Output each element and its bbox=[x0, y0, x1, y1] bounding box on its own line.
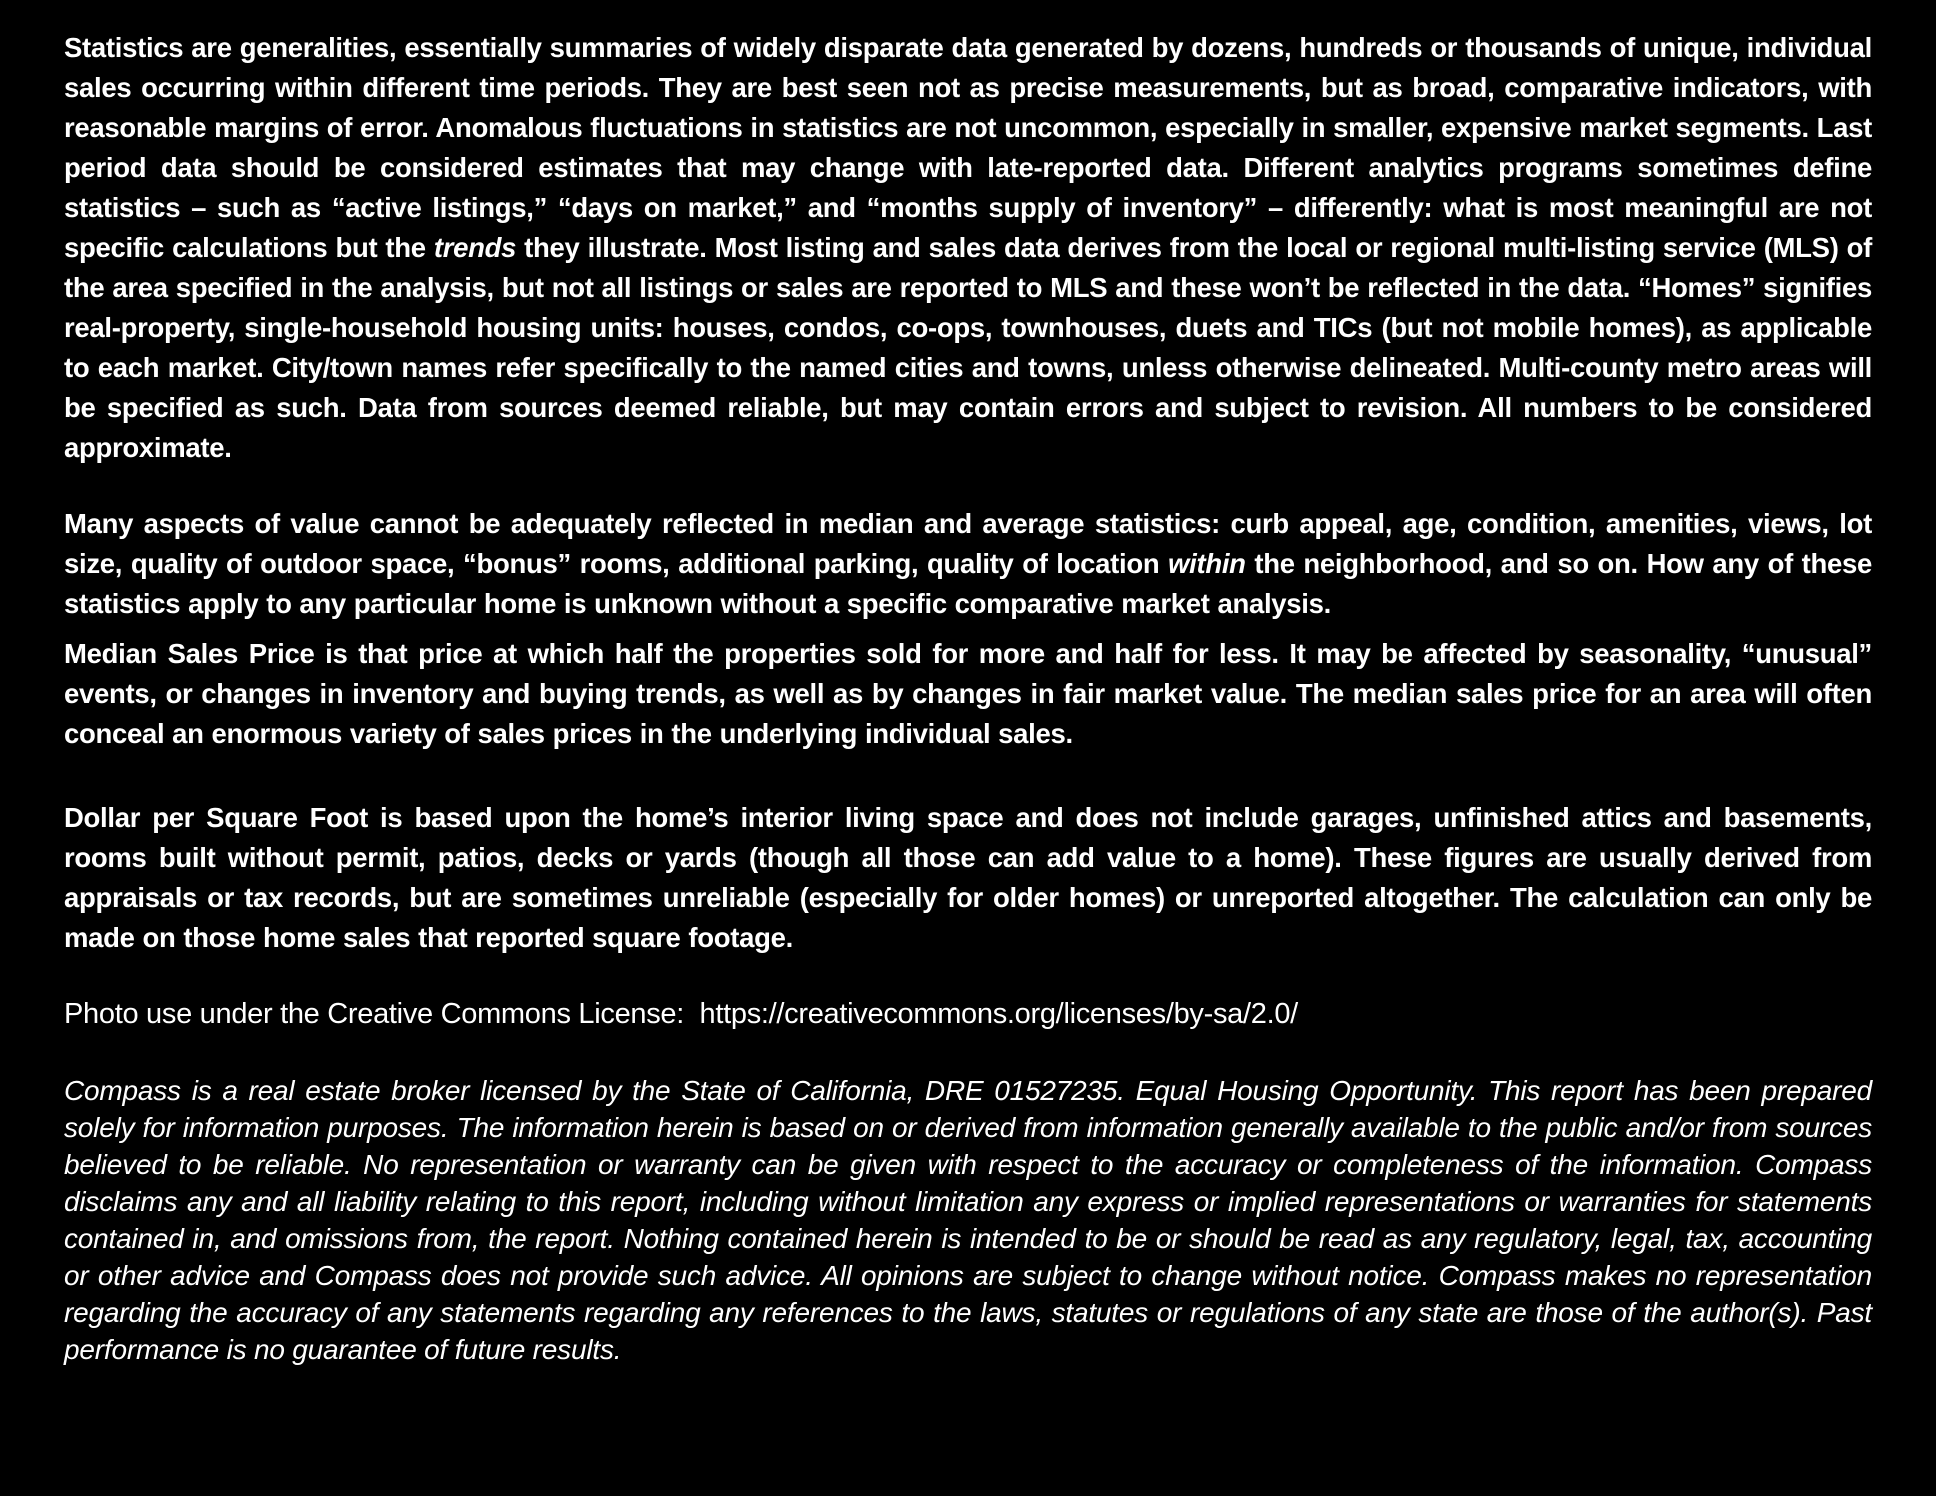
value-aspects-paragraph: Many aspects of value cannot be adequately reflected in median and average statistics: curb appeal, age, condition, amenities, views, lot size, quality of outdoor space, “bonus” rooms, additional parking, quality of location within the neighborhood, and so on. How any of these statistics apply to any particular home is unknown without a specific comparative market analysis. bbox=[64, 508, 1873, 619]
statistics-disclaimer-paragraph: Statistics are generalities, essentially summaries of widely disparate data generated by dozens, hundreds or thousands of unique, individual sales occurring within different time periods. They are best seen not as precise measurements, but as broad, comparative indicators, with reasonable margins of error. Anomalous fluctuations in statistics are not uncommon, especially in smaller, expensive market segments. Last period data should be considered estimates that may change with late-reported data. Different analytics programs sometimes define statistics – such as “active listings,” “days on market,” and “months supply of inventory” – differently: what is most meaningful are not specific calculations but the trends they illustrate. Most listing and sales data derives from the local or regional multi-listing service (MLS) of the area specified in the analysis, but not all listings or sales are reported to MLS and these won’t be reflected in the data. “Homes” signifies real-property, single-household housing units: houses, condos, co-ops, townhouses, duets and TICs (but not mobile homes), as applicable to each market. City/town names refer specifically to the named cities and towns, unless otherwise delineated. Multi-county metro areas will be specified as such. Data from sources deemed reliable, but may contain errors and subject to revision. All numbers to be considered approximate. bbox=[64, 32, 1872, 463]
photo-license-line bbox=[64, 994, 1872, 1034]
photo-license-label: Photo use under the Creative Commons License: bbox=[64, 998, 700, 1030]
compass-legal-disclaimer: Compass is a real estate broker licensed by the State of California, DRE 01527235. Equal Housing Opportunity. This report has been prepared solely for information purposes. The information herein is based on or derived from information generally available to the public and/or from sources believed to be reliable. No representation or warranty can be given with respect to the accuracy or completeness of the information. Compass disclaims any and all liability relating to this report, including without limitation any express or implied representations or warranties for statements contained in, and omissions from, the report. Nothing contained herein is intended to be or should be read as any regulatory, legal, tax, accounting or other advice and Compass does not provide such advice. All opinions are subject to change without notice. Compass makes no representation regarding the accuracy of any statements regarding any references to the laws, statutes or regulations of any state are those of the author(s). Past performance is no guarantee of future results. bbox=[64, 1075, 1872, 1365]
creative-commons-url: https://creativecommons.org/licenses/by-sa/2.0/ bbox=[699, 998, 1298, 1030]
dollar-per-square-foot-paragraph: Dollar per Square Foot is based upon the home’s interior living space and does not include garages, unfinished attics and basements, rooms built without permit, patios, decks or yards (though all those can add value to a home). These figures are usually derived from appraisals or tax records, but are sometimes unreliable (especially for older homes) or unreported altogether. The calculation can only be made on those home sales that reported square footage. bbox=[64, 802, 1872, 953]
median-sales-price-paragraph: Median Sales Price is that price at which half the properties sold for more and half for less. It may be affected by seasonality, “unusual” events, or changes in inventory and buying trends, as well as by changes in fair market value. The median sales price for an area will often conceal an enormous variety of sales prices in the underlying individual sales. bbox=[64, 638, 1872, 749]
